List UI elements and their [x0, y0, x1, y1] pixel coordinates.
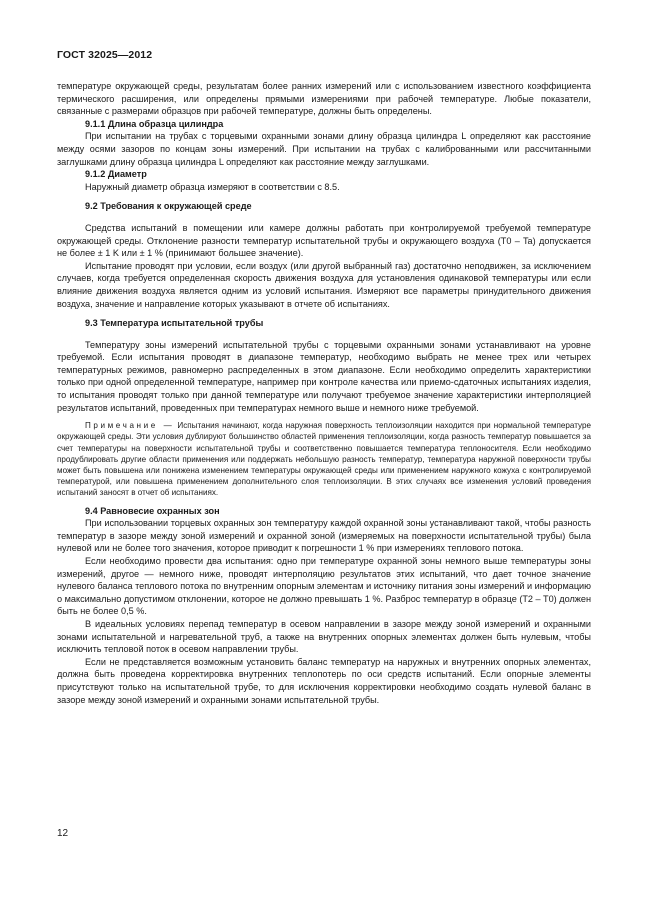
document-header: ГОСТ 32025—2012 — [57, 49, 153, 61]
paragraph: Испытание проводят при условии, если воздух (или другой выбранный газ) достаточно неподвижен, за исключением случаев, когда требуется определенная скорость движения воздуха для установления одинаковой температуры или если влияние движения воздуха является одним из условий испытания. Измеряют все параметры принудительного движения воздуха, значение и направление которых указывают в отчете об испытаниях. — [57, 260, 591, 309]
paragraph: температуре окружающей среды, результатам более ранних измерений или с использованием известного коэффициента термического расширения, или определены прямыми измерениями при рабочей температуре. Любые показатели, связанные с размерами образцов при рабочей температуре, должны быть определены. — [57, 81, 591, 117]
note-label: Примечание — — [85, 421, 175, 431]
paragraph: При использовании торцевых охранных зон температуру каждой охранной зоны устанавливают такой, чтобы разность температур в зазоре между зоной измерений и охранной зоной (измеряемых на поверхности испытательной трубы) была нулевой или не более того значения, которое приводит к погрешности 1 % при измерениях теплового потока. — [57, 518, 591, 554]
note — [57, 420, 591, 498]
paragraph: В идеальных условиях перепад температур в осевом направлении в зазоре между зоной измерений и охранными зонами испытательной и нагревательной труб, а также на внутренних опорных элементах должен быть нулевым, чтобы исключить тепловой поток в осевом направлении трубы. — [57, 619, 591, 655]
section-heading-9-1-2: 9.1.2 Диаметр — [85, 169, 147, 180]
document-body — [57, 80, 591, 706]
note-text: Испытания начинают, когда наружная поверхность теплоизоляции находится при нормальной температуре окружающей среды. Эти условия дублируют большинство областей применения теплоизоляции, когда разность температур повышается за счет температуры на поверхности испытательной трубы и соответственно повышается температура теплоносителя. Если необходимо продублировать другие области применения или поддержать небольшую разность температур, температура наружной поверхности трубы может быть повышена или понижена изменением температуры окружающей среды или применением наружного кожуха с контролируемой температурой, или повышена применением дополнительного слоя теплоизоляции. В этих случаях все изменения условий проведения испытаний заносят в отчет об испытаниях. — [57, 421, 591, 498]
paragraph: Если необходимо провести два испытания: одно при температуре охранной зоны немного выше температуры зоны измерений, другое — немного ниже, проводят интерполяцию результатов этих испытаний, что дает точное значение нулевого баланса теплового потока по внутренним опорным элементам и источнику питания зоны измерений и информацию о максимально допустимом отклонении, которое не должно превышать 1 %. Разброс температур в образце (T2 – T0) должен быть не более 0,5 %. — [57, 556, 591, 617]
section-heading-9-1-1: 9.1.1 Длина образца цилиндра — [85, 118, 224, 129]
section-heading-9-4: 9.4 Равновесие охранных зон — [85, 505, 220, 516]
section-heading-9-3: 9.3 Температура испытательной трубы — [85, 318, 264, 329]
section-heading-9-2: 9.2 Требования к окружающей среде — [85, 201, 252, 212]
paragraph: Температуру зоны измерений испытательной трубы с торцевыми охранными зонами устанавливают на уровне требуемой. Если испытания проводят в диапазоне температур, необходимо выбрать не менее трех или четырех температурных режимов, равномерно распределенных в этом диапазоне. Если необходимо определить характеристики только при одной определенной температуре, например при контроле качества или приемо-сдаточных испытаниях изделия, то испытания проводят только при данной температуре или получают требуемое значение характеристики интерполяцией результатов испытаний, проведенных при температурах немного выше и немного ниже требуемой. — [57, 339, 591, 413]
paragraph: При испытании на трубах с торцевыми охранными зонами длину образца цилиндра L определяют как расстояние между осями зазоров по концам зоны измерений. При испытании на трубах с калиброванными или рассчитанными заглушками длину образца цилиндра L определяют как расстояние между заглушками. — [57, 131, 591, 167]
page-number: 12 — [57, 828, 69, 839]
paragraph: Наружный диаметр образца измеряют в соответствии с 8.5. — [85, 181, 340, 192]
paragraph: Если не представляется возможным установить баланс температур на наружных и внутренних опорных элементах, должна быть проведена корректировка внутренних теплопотерь по оси средств испытаний. Если опорные элементы присутствуют только на испытательной трубе, то для исключения корректировки необходимо создать нулевой баланс в зазоре между зоной измерений и охранными зонами испытательной трубы. — [57, 656, 591, 705]
paragraph: Средства испытаний в помещении или камере должны работать при контролируемой требуемой температуре окружающей среды. Отклонение разности температур испытательной трубы и окружающего воздуха (T0 – Ta) допускается не более ± 1 K или ± 1 % (принимают большее значение). — [57, 222, 591, 259]
